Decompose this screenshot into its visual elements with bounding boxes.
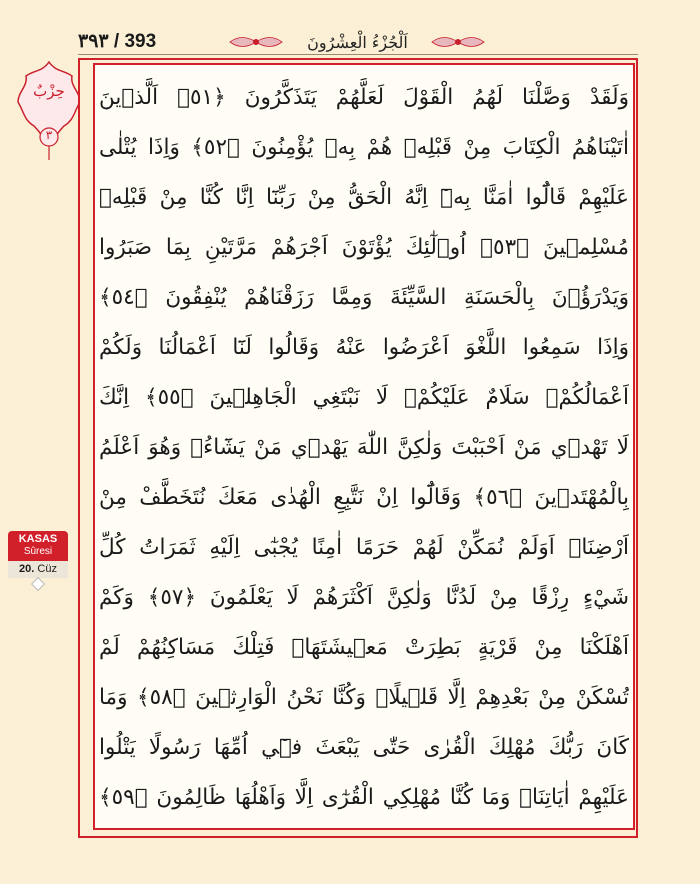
text-line: عَلَيْهِمْ اٰيَاتِنَاۚ وَمَا كُنَّا مُهْلِكِي الْقُرٰٓى اِلَّا وَاَهْلُهَا ظَالِمُونَ ﴿٥٩﴾ <box>99 785 629 810</box>
hizb-number: ٣ <box>45 128 53 142</box>
text-line: اَهْلَكْنَا مِنْ قَرْيَةٍ بَطِرَتْ مَعٖيشَتَهَاۚ فَتِلْكَ مَسَاكِنُهُمْ لَمْ <box>99 635 629 660</box>
juz-label <box>8 561 68 578</box>
text-line: تُسْكَنْ مِنْ بَعْدِهِمْ اِلَّا قَلٖيلًاۜ وَكُنَّا نَحْنُ الْوَارِثٖينَ ﴿٥٨﴾ وَمَا <box>99 685 629 710</box>
text-line: بِالْمُهْتَدٖينَ ﴿٥٦﴾ وَقَالُٓوا اِنْ نَتَّبِعِ الْهُدٰى مَعَكَ نُتَخَطَّفْ مِنْ <box>99 485 629 510</box>
text-line: وَلَقَدْ وَصَّلْنَا لَهُمُ الْقَوْلَ لَعَلَّهُمْ يَتَذَكَّرُونَ ﴿٥١﴾ اَلَّذٖينَ <box>99 85 629 110</box>
surah-tab[interactable] <box>0 531 72 579</box>
juz-number: 20. <box>19 563 35 575</box>
text-line: اَعْمَالُكُمْۘ سَلَامٌ عَلَيْكُمْۘ لَا نَبْتَغِي الْجَاهِلٖينَ ﴿٥٥﴾ اِنَّكَ <box>99 385 629 410</box>
hizb-label: حِزْبٌ <box>33 82 65 100</box>
text-line: وَيَدْرَؤُ۫نَ بِالْحَسَنَةِ السَّيِّئَةَ وَمِمَّا رَزَقْنَاهُمْ يُنْفِقُونَ ﴿٥٤﴾ <box>99 285 629 310</box>
text-line: عَلَيْهِمْ قَالُٓوا اٰمَنَّا بِهٖٓ اِنَّهُ الْحَقُّ مِنْ رَبِّنَٓا اِنَّا كُنَّا مِنْ قَبْلِهٖ <box>99 185 629 210</box>
header-rule <box>78 54 638 55</box>
surah-sub-label: Sûresi <box>23 546 53 557</box>
text-line: لَا تَهْدٖي مَنْ اَحْبَبْتَ وَلٰكِنَّ اللّٰهَ يَهْدٖي مَنْ يَشَٓاءُۚ وَهُوَ اَعْلَمُ <box>99 435 629 460</box>
quran-text <box>99 70 629 825</box>
text-line: شَيْءٍ رِزْقًا مِنْ لَدُنَّا وَلٰكِنَّ اَكْثَرَهُمْ لَا يَعْلَمُونَ ﴿٥٧﴾ وَكَمْ <box>99 585 629 610</box>
header-ornament-right <box>430 33 486 51</box>
text-line: اٰتَيْنَاهُمُ الْكِتَابَ مِنْ قَبْلِهٖ هُمْ بِهٖ يُؤْمِنُونَ ﴿٥٢﴾ وَاِذَا يُتْلٰى <box>99 135 629 160</box>
surah-name: KASAS <box>18 533 58 545</box>
juz-title: اَلْجُزْءُ الْعِشْرُونَ <box>307 32 408 52</box>
text-line: مُسْلِمٖينَ ﴿٥٣﴾ اُو۬لٰٓئِكَ يُؤْتَوْنَ اَجْرَهُمْ مَرَّتَيْنِ بِمَا صَبَرُوا <box>99 235 629 260</box>
juz-word: Cüz <box>37 563 57 575</box>
page-number: ٣٩٣ / 393 <box>78 31 157 52</box>
text-line: وَاِذَا سَمِعُوا اللَّغْوَ اَعْرَضُوا عَنْهُ وَقَالُوا لَنَٓا اَعْمَالُنَا وَلَكُمْ <box>99 335 629 360</box>
text-line: اَرْضِنَاۜ اَوَلَمْ نُمَكِّنْ لَهُمْ حَرَمًا اٰمِنًا يُجْبٰٓى اِلَيْهِ ثَمَرَاتُ كُلِّ <box>99 535 629 560</box>
text-line: كَانَ رَبُّكَ مُهْلِكَ الْقُرٰى حَتّٰى يَبْعَثَ فٖٓي اُمِّهَا رَسُولًا يَتْلُوا <box>99 735 629 760</box>
diamond-icon <box>31 577 45 591</box>
